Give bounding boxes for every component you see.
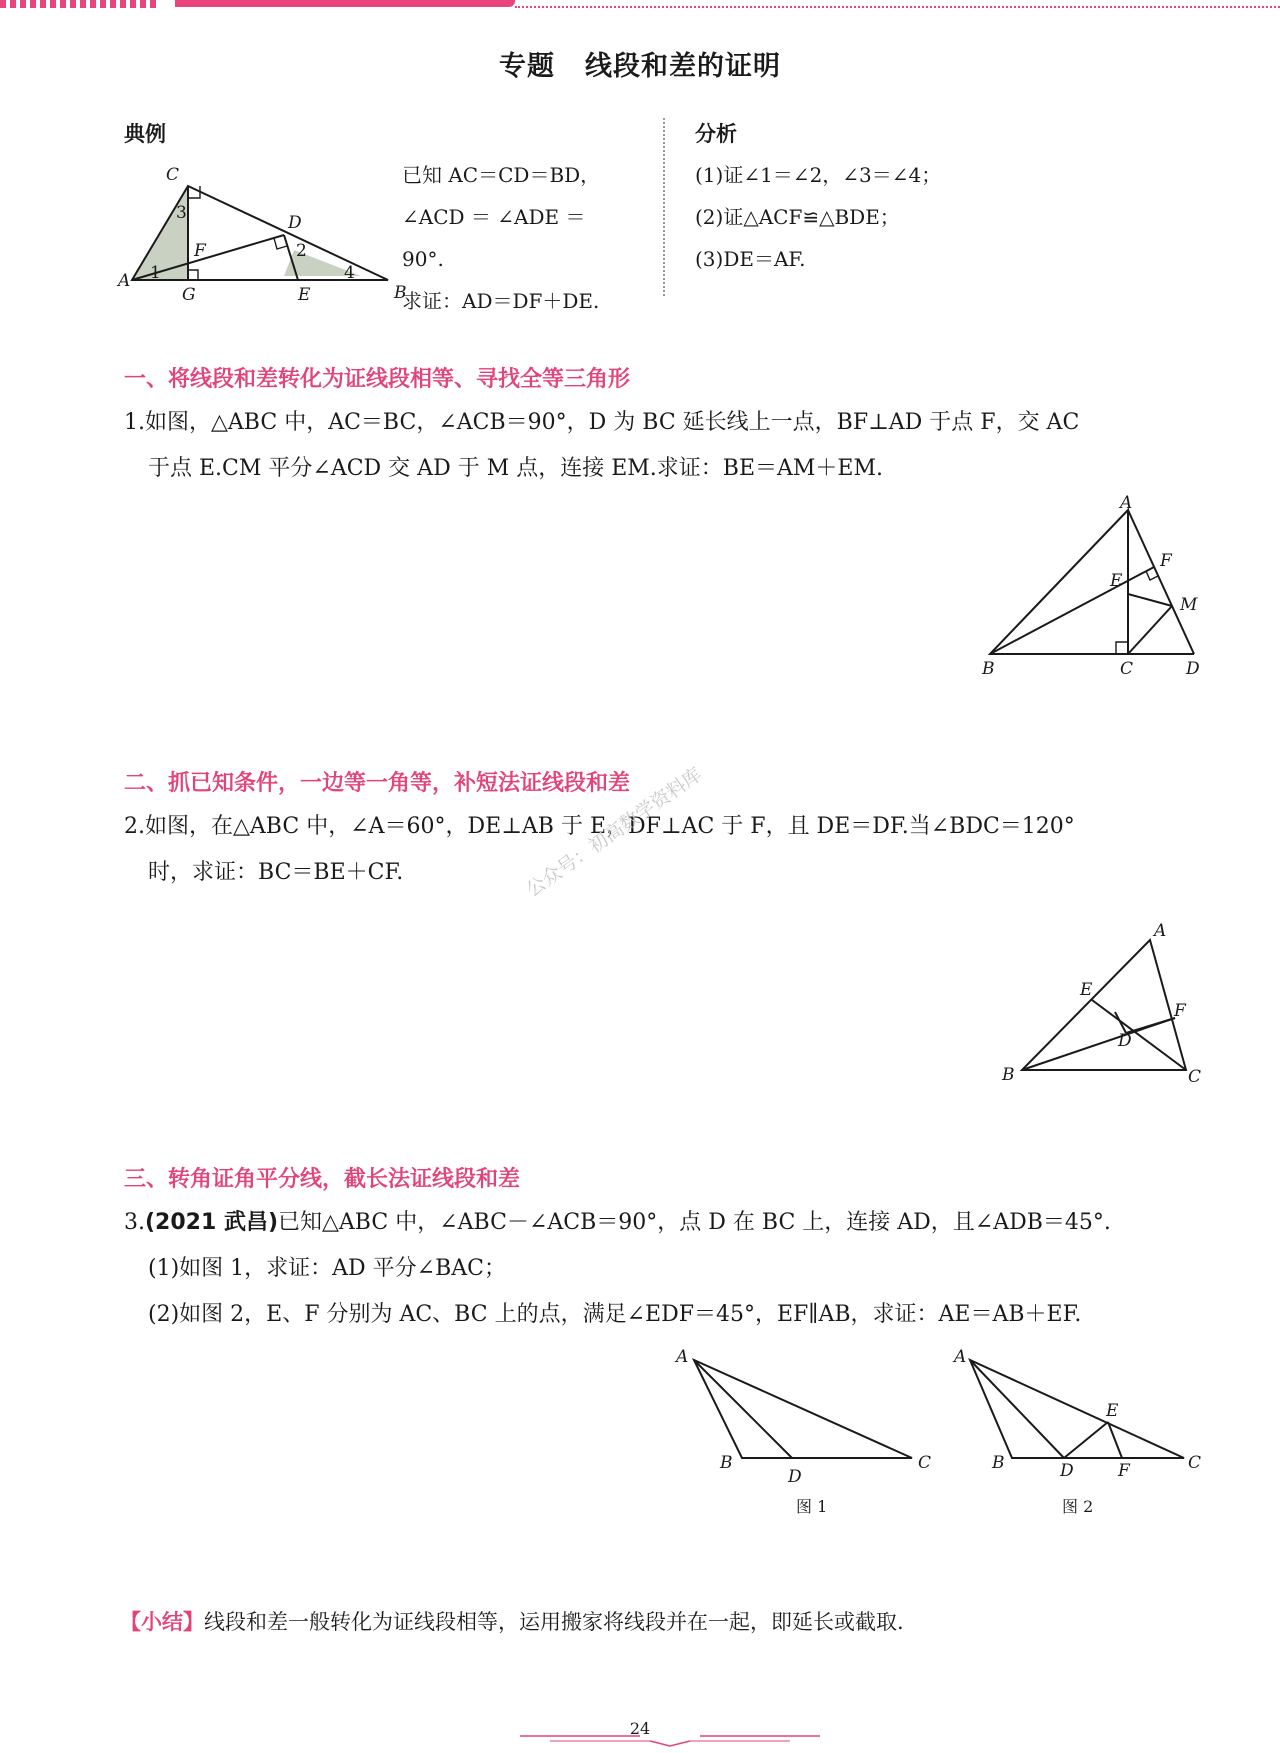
problem3-statement: 已知△ABC 中，∠ABC－∠ACB＝90°，点 D 在 BC 上，连接 AD，且∠ADB＝45°. (278, 1210, 1111, 1235)
segment-ad-1 (1128, 510, 1194, 654)
example-line-1: 已知 AC＝CD＝BD， (402, 163, 601, 187)
section3-heading: 三、转角证角平分线，截长法证线段和差 (124, 1167, 521, 1192)
example-figure (118, 160, 407, 310)
label-b: B (394, 283, 407, 303)
label-a-2: A (1154, 921, 1167, 941)
problem3-text (124, 1200, 1234, 1338)
summary (120, 1606, 904, 1636)
label-e-2: E (1080, 980, 1093, 1000)
example-line-4: 求证：AD＝DF＋DE. (402, 289, 600, 313)
example-heading: 典例 (124, 122, 166, 146)
page-number: 24 (629, 1719, 651, 1738)
problem1-figure (970, 493, 1210, 686)
label-f: F (194, 241, 206, 261)
label-f-1: F (1160, 551, 1172, 571)
title-text: 线段和差的证明 (585, 51, 781, 82)
label-g: G (182, 285, 196, 305)
page-title (0, 44, 1280, 83)
summary-text: 线段和差一般转化为证线段相等，运用搬家将线段并在一起，即延长或截取. (204, 1610, 904, 1634)
segment-de-2 (1115, 1012, 1126, 1033)
problem1-text (124, 400, 1214, 492)
segment-ad-3a (694, 1360, 792, 1458)
label-a-3b: A (954, 1347, 967, 1367)
problem3-part1: (1)如图 1，求证：AD 平分∠BAC； (148, 1256, 506, 1281)
column-divider (663, 118, 665, 296)
example-line-3: 90°. (402, 247, 444, 271)
label-d-3a: D (788, 1467, 802, 1487)
label-c-2: C (1188, 1067, 1202, 1087)
problem1-line-2: 于点 E.CM 平分∠ACD 交 AD 于 M 点，连接 EM.求证：BE＝AM＋EM. (148, 456, 884, 481)
analysis-line-3: (3)DE＝AF. (695, 247, 806, 271)
title-topic: 专题 (499, 51, 555, 82)
figure2-caption: 图 2 (1062, 1497, 1094, 1516)
analysis-line-1: (1)证∠1＝∠2，∠3＝∠4； (695, 163, 942, 187)
label-d-2: D (1118, 1031, 1132, 1051)
example-line-2: ∠ACD ＝ ∠ADE ＝ (402, 205, 586, 229)
section2-heading: 二、抓已知条件，一边等一角等，补短法证线段和差 (124, 771, 631, 796)
watermark: 公众号：初高数学资料库 (522, 763, 707, 902)
triangle-abc-1 (990, 510, 1128, 654)
problem3-line-1 (124, 1200, 1234, 1246)
problem3-figure1 (670, 1346, 940, 1516)
segment-ce-2 (1092, 1000, 1186, 1070)
label-a: A (118, 271, 131, 291)
label-d-1: D (1186, 659, 1200, 679)
problem1-line-1: 1.如图，△ABC 中，AC＝BC，∠ACB＝90°，D 为 BC 延长线上一点，BF⊥AD 于点 F，交 AC (124, 410, 1080, 435)
analysis-list (695, 154, 941, 280)
analysis-line-2: (2)证△ACF≌△BDE； (695, 205, 900, 229)
segment-df-2 (1126, 1018, 1175, 1033)
label-e-1: E (1110, 571, 1123, 591)
example-statement (402, 154, 642, 322)
problem2-figure (1000, 920, 1220, 1090)
label-e-3b: E (1106, 1401, 1119, 1421)
top-band (175, 0, 515, 7)
label-d-3b: D (1060, 1461, 1074, 1481)
top-dotted-rule (515, 6, 1280, 8)
top-decoration (0, 0, 1280, 10)
angle-2: 2 (296, 241, 307, 261)
label-a-1: A (1120, 493, 1133, 513)
right-angle-c-1 (1116, 642, 1128, 654)
label-c: C (166, 165, 180, 185)
label-b-2: B (1002, 1065, 1015, 1085)
segment-cm-1 (1128, 606, 1172, 654)
section1-heading: 一、将线段和差转化为证线段相等、寻找全等三角形 (124, 367, 631, 392)
problem3-figure2 (948, 1346, 1210, 1516)
label-f-3b: F (1118, 1461, 1130, 1481)
label-c-3a: C (918, 1453, 932, 1473)
problem2-text (124, 804, 1214, 896)
angle-1: 1 (150, 263, 161, 283)
label-c-3b: C (1188, 1453, 1202, 1473)
triangle-abc-3b (970, 1360, 1184, 1458)
problem2-line-1: 2.如图，在△ABC 中，∠A＝60°，DE⊥AB 于 E，DF⊥AC 于 F，且 DE＝DF.当∠BDC＝120° (124, 814, 1075, 839)
label-d: D (288, 213, 302, 233)
triangle-abc-3a (694, 1360, 912, 1458)
figure1-caption: 图 1 (796, 1497, 828, 1516)
analysis-heading: 分析 (695, 122, 737, 146)
label-f-2: F (1174, 1001, 1186, 1021)
top-stripes (0, 0, 160, 8)
label-e: E (298, 285, 311, 305)
summary-tag: 【小结】 (120, 1610, 204, 1634)
label-c-1: C (1120, 659, 1134, 679)
segment-ad-3b (970, 1360, 1064, 1458)
segment-bf-1 (990, 567, 1154, 654)
segment-de-3b (1064, 1422, 1108, 1458)
label-b-3b: B (992, 1453, 1005, 1473)
label-a-3a: A (676, 1347, 689, 1367)
label-b-3a: B (720, 1453, 733, 1473)
segment-em-1 (1128, 594, 1172, 606)
problem3-part2: (2)如图 2，E、F 分别为 AC、BC 上的点，满足∠EDF＝45°，EF∥AB，求证：AE＝AB＋EF. (148, 1302, 1082, 1327)
angle-4: 4 (344, 263, 355, 283)
problem2-line-2: 时，求证：BC＝BE＋CF. (148, 860, 404, 885)
right-angle-g (188, 270, 198, 280)
label-m-1: M (1180, 595, 1198, 615)
problem3-source: (2021 武昌) (145, 1210, 278, 1235)
label-b-1: B (982, 659, 995, 679)
problem3-number: 3. (124, 1210, 145, 1235)
angle-3: 3 (176, 203, 187, 223)
